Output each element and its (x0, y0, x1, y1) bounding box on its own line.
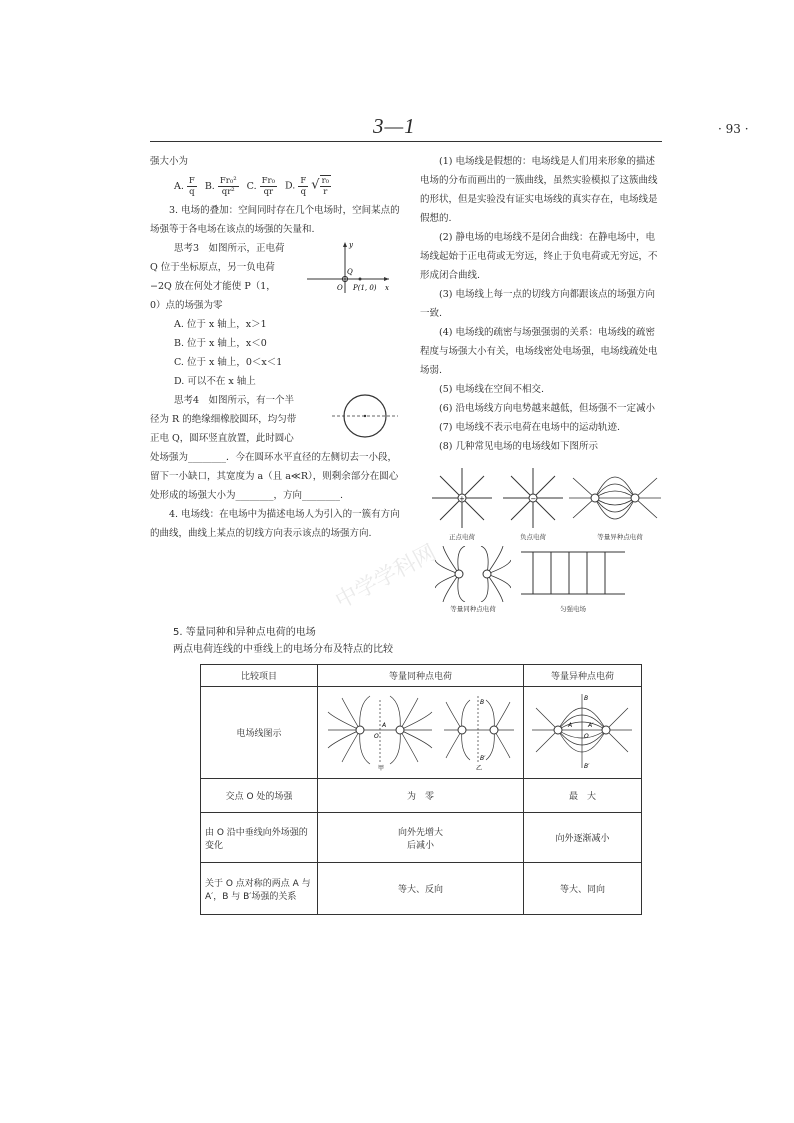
fraction: $\frac{F}{q}$ (300, 175, 307, 197)
think3-option: D. 可以不在 x 轴上 (174, 376, 256, 387)
think3-option: A. 位于 x 轴上，x＞1 (174, 319, 267, 330)
sqrt-sign: √ (311, 177, 320, 193)
coordinate-figure (305, 237, 395, 297)
point-label: A (568, 722, 573, 729)
think3-text: −2Q 放在何处才能使 P（1， (150, 281, 276, 292)
figure-label: 甲 (377, 765, 384, 772)
point-label: B (479, 699, 484, 706)
property-6: (6) 沿电场线方向电势越来越低，但场强不一定减小 (439, 403, 655, 414)
property-8: (8) 几种常见电场的电场线如下图所示 (439, 441, 598, 452)
point-label: A (381, 722, 386, 729)
point-label: O (584, 733, 590, 740)
think3-block (150, 239, 400, 315)
point-label: A′ (588, 722, 594, 729)
header-cell: 等量异种点电荷 (523, 665, 641, 687)
uniform-field-figure (521, 548, 625, 598)
watermark: 中学学科网 (331, 540, 441, 615)
table-row (201, 863, 642, 915)
opposite-charges-figure (567, 466, 663, 530)
table-row (201, 813, 642, 863)
like-charges-figure (435, 546, 511, 602)
caption: 匀强电场 (560, 605, 586, 613)
header-title: 3—1 (373, 114, 416, 138)
think3-text: Q 位于坐标原点，另一负电荷 (150, 262, 275, 273)
choice-d: D. $\frac{F}{q}$ √ $\frac{\text{r₀}}{r}$ (285, 175, 330, 197)
think4-text: 处场强为________．今在圆环水平直径的左侧切去一小段，留下一小缺口，其宽度为 a（且 a≪R），则剩余部分在圆心处形成的场强大小为________，方向________. (150, 452, 399, 501)
header-rule (150, 141, 662, 142)
point-label: O (373, 733, 379, 740)
point-label: B (584, 695, 589, 702)
choice-a: A. $\frac{F}{q}$ (174, 175, 195, 197)
negative-charge-figure (501, 466, 565, 530)
think3-option: B. 位于 x 轴上，x＜0 (174, 338, 267, 349)
section-subtitle: 两点电荷连线的中垂线上的电场分布及特点的比较 (173, 644, 393, 655)
row-label: 电场线图示 (201, 687, 318, 779)
cell-same: 等大、反向 (318, 863, 524, 915)
think4-text: 正电 Q，圆环竖直放置，此时圆心 (150, 433, 294, 444)
point-label: B′ (584, 763, 590, 770)
property-1: (1) 电场线是假想的：电场线是人们用来形象的描述电场的分布而画出的一簇曲线，虽然实验模拟了这簇曲线的形状，但是实验没有证实电场线的真实存在，电场线是假想的. (420, 156, 658, 224)
section-5-heading (173, 624, 393, 658)
table-header-row (201, 665, 642, 687)
cell-diff: 等大、同向 (523, 863, 641, 915)
left-column (150, 152, 400, 543)
like-charges-comparison-figure (324, 690, 518, 772)
caption: 等量异种点电荷 (597, 533, 643, 541)
section-title: 5. 等量同种和异种点电荷的电场 (173, 627, 316, 638)
row-label: 由 O 沿中垂线向外场强的变化 (201, 813, 318, 863)
origin-label: O (337, 284, 343, 292)
right-column (420, 152, 664, 456)
think4-text: 径为 R 的绝缘细橡胶圆环，均匀带 (150, 414, 297, 425)
figure-label: 乙 (475, 765, 482, 772)
point-label: B′ (479, 755, 485, 762)
svg-text:−: − (530, 495, 537, 503)
caption: 等量同种点电荷 (450, 605, 496, 613)
comparison-table (200, 664, 642, 915)
think4-block (150, 391, 400, 505)
think3-option: C. 位于 x 轴上，0＜x＜1 (174, 357, 283, 368)
point-p-label: P(1, 0) (353, 284, 377, 292)
think3-text: 思考3 如图所示，正电荷 (174, 243, 285, 254)
caption: 负点电荷 (520, 533, 546, 541)
property-3: (3) 电场线上每一点的切线方向都跟该点的场强方向一致. (420, 289, 655, 319)
paragraph-field-lines: 4. 电场线：在电场中为描述电场人为引入的一簇有方向的曲线，曲线上某点的切线方向表示该点的场强方向. (150, 509, 400, 539)
positive-charge-figure (430, 466, 494, 530)
answer-choices (150, 171, 400, 201)
choice-b: B. $\frac{\text{Fr₀²}}{\text{qr²}}$ (204, 175, 237, 197)
cell-diff: 向外逐渐减小 (523, 813, 641, 863)
property-5: (5) 电场线在空间不相交. (439, 384, 544, 395)
caption: 正点电荷 (449, 533, 475, 541)
choice-c: C. $\frac{\text{Fr₀}}{qr}$ (246, 175, 276, 197)
table-row (201, 687, 642, 779)
think4-text: 思考4 如图所示，有一个半 (174, 395, 295, 406)
paragraph-superposition: 3. 电场的叠加：空间同时存在几个电场时，空间某点的场强等于各电场在该点的场强的矢量和. (150, 205, 400, 235)
fraction: $\frac{F}{q}$ (188, 175, 195, 197)
opposite-charges-comparison-figure (528, 690, 636, 772)
field-line-figures (425, 466, 665, 616)
table-row (201, 779, 642, 813)
svg-text:+: + (459, 495, 465, 503)
cell-same: 向外先增大 后减小 (318, 813, 524, 863)
property-4: (4) 电场线的疏密与场强强弱的关系：电场线的疏密程度与场强大小有关，电场线密处电场强，电场线疏处电场弱. (420, 327, 658, 376)
page-number: · 93 · (718, 122, 749, 136)
charge-label: Q (347, 268, 353, 276)
row-label: 交点 O 处的场强 (201, 779, 318, 813)
cell-same: 为 零 (318, 779, 524, 813)
fraction: $\frac{\text{Fr₀}}{qr}$ (261, 175, 276, 197)
think3-text: 0）点的场强为零 (150, 300, 223, 311)
figure-cell-same (318, 687, 524, 779)
cell-diff: 最 大 (523, 779, 641, 813)
property-7: (7) 电场线不表示电荷在电场中的运动轨迹. (439, 422, 620, 433)
property-2: (2) 静电场的电场线不是闭合曲线：在静电场中，电场线起始于正电荷或无穷远，终止于负电荷或无穷远，不形成闭合曲线. (420, 232, 658, 281)
y-axis-label: y (349, 241, 353, 249)
text-line: 强大小为 (150, 156, 189, 167)
x-axis-label: x (385, 284, 389, 292)
fraction: $\frac{\text{r₀}}{r}$ (321, 176, 330, 197)
header-cell: 比较项目 (201, 665, 318, 687)
header-cell: 等量同种点电荷 (318, 665, 524, 687)
fraction: $\frac{\text{Fr₀²}}{\text{qr²}}$ (219, 175, 237, 197)
row-label: 关于 O 点对称的两点 A 与 A′，B 与 B′场强的关系 (201, 863, 318, 915)
figure-cell-diff (523, 687, 641, 779)
ring-figure (330, 391, 400, 441)
